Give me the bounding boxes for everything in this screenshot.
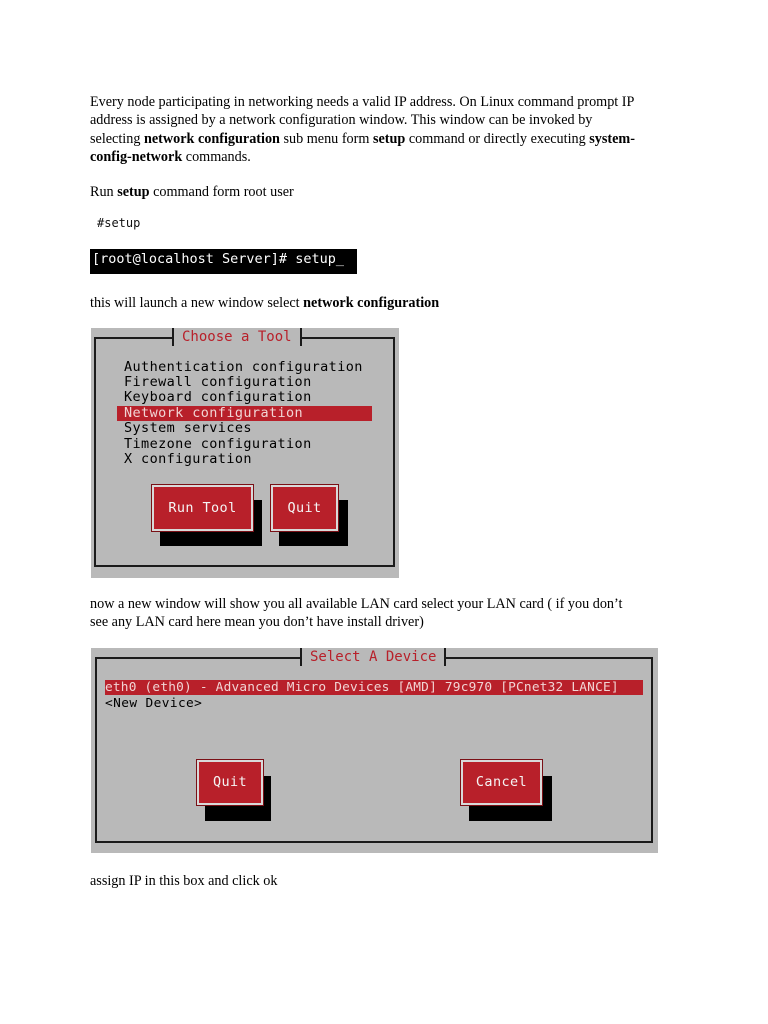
run-setup-text: Run (90, 184, 118, 200)
intro-line-4 (90, 148, 680, 166)
quit-button[interactable]: Quit (271, 485, 338, 531)
device-item-new-device[interactable]: <New Device> (105, 696, 203, 711)
lan-line-2: see any LAN card here mean you don’t have install driver) (90, 614, 424, 631)
intro-line-3 (90, 130, 680, 148)
launch-bold: network configuration (303, 295, 440, 311)
assign-ip-text: assign IP in this box and click ok (90, 873, 278, 889)
setup-command: #setup (97, 216, 141, 230)
tool-item-authentication[interactable]: Authentication configuration (124, 359, 363, 375)
intro-line-2: address is assigned by a network configuration window. This window can be invoked by (90, 112, 593, 129)
intro-bold-setup: setup (372, 130, 406, 147)
lan-card-paragraph (90, 595, 690, 632)
intro-line-1: Every node participating in networking needs a valid IP address. On Linux command prompt IP (90, 94, 635, 110)
launch-line (90, 294, 680, 312)
select-device-title: Select A Device (300, 648, 446, 666)
intro-paragraph (90, 93, 680, 166)
run-setup-line (90, 183, 680, 201)
tool-item-x-configuration[interactable]: X configuration (124, 451, 252, 467)
intro-bold-config-network: config-network (90, 148, 183, 165)
intro-text: selecting (90, 130, 144, 147)
launch-text: this will launch a new window select (90, 295, 304, 311)
run-tool-button[interactable]: Run Tool (152, 485, 253, 531)
run-setup-text: command form root user (149, 184, 294, 200)
run-setup-bold: setup (117, 184, 150, 200)
intro-text: commands. (182, 148, 251, 165)
terminal-prompt: [root@localhost Server]# setup_ (90, 249, 357, 274)
tool-item-timezone[interactable]: Timezone configuration (124, 436, 312, 452)
device-item-eth0-selected[interactable]: eth0 (eth0) - Advanced Micro Devices [AMD] 79c970 [PCnet32 LANCE] (105, 680, 643, 695)
choose-tool-screen (91, 328, 399, 578)
select-device-screen (91, 648, 658, 853)
tool-item-keyboard[interactable]: Keyboard configuration (124, 389, 312, 405)
intro-bold-system: system- (589, 130, 635, 147)
device-quit-button[interactable]: Quit (197, 760, 263, 805)
tool-item-system-services[interactable]: System services (124, 420, 252, 436)
intro-bold-network-configuration: network configuration (143, 130, 280, 147)
tool-item-firewall[interactable]: Firewall configuration (124, 374, 312, 390)
choose-tool-title: Choose a Tool (172, 328, 302, 346)
intro-text: command or directly executing (405, 130, 590, 147)
tool-item-network-selected[interactable]: Network configuration (117, 406, 372, 421)
lan-line-1: now a new window will show you all available LAN card select your LAN card ( if you don’t (90, 596, 623, 612)
intro-text: sub menu form (279, 130, 373, 147)
device-cancel-button[interactable]: Cancel (461, 760, 542, 805)
